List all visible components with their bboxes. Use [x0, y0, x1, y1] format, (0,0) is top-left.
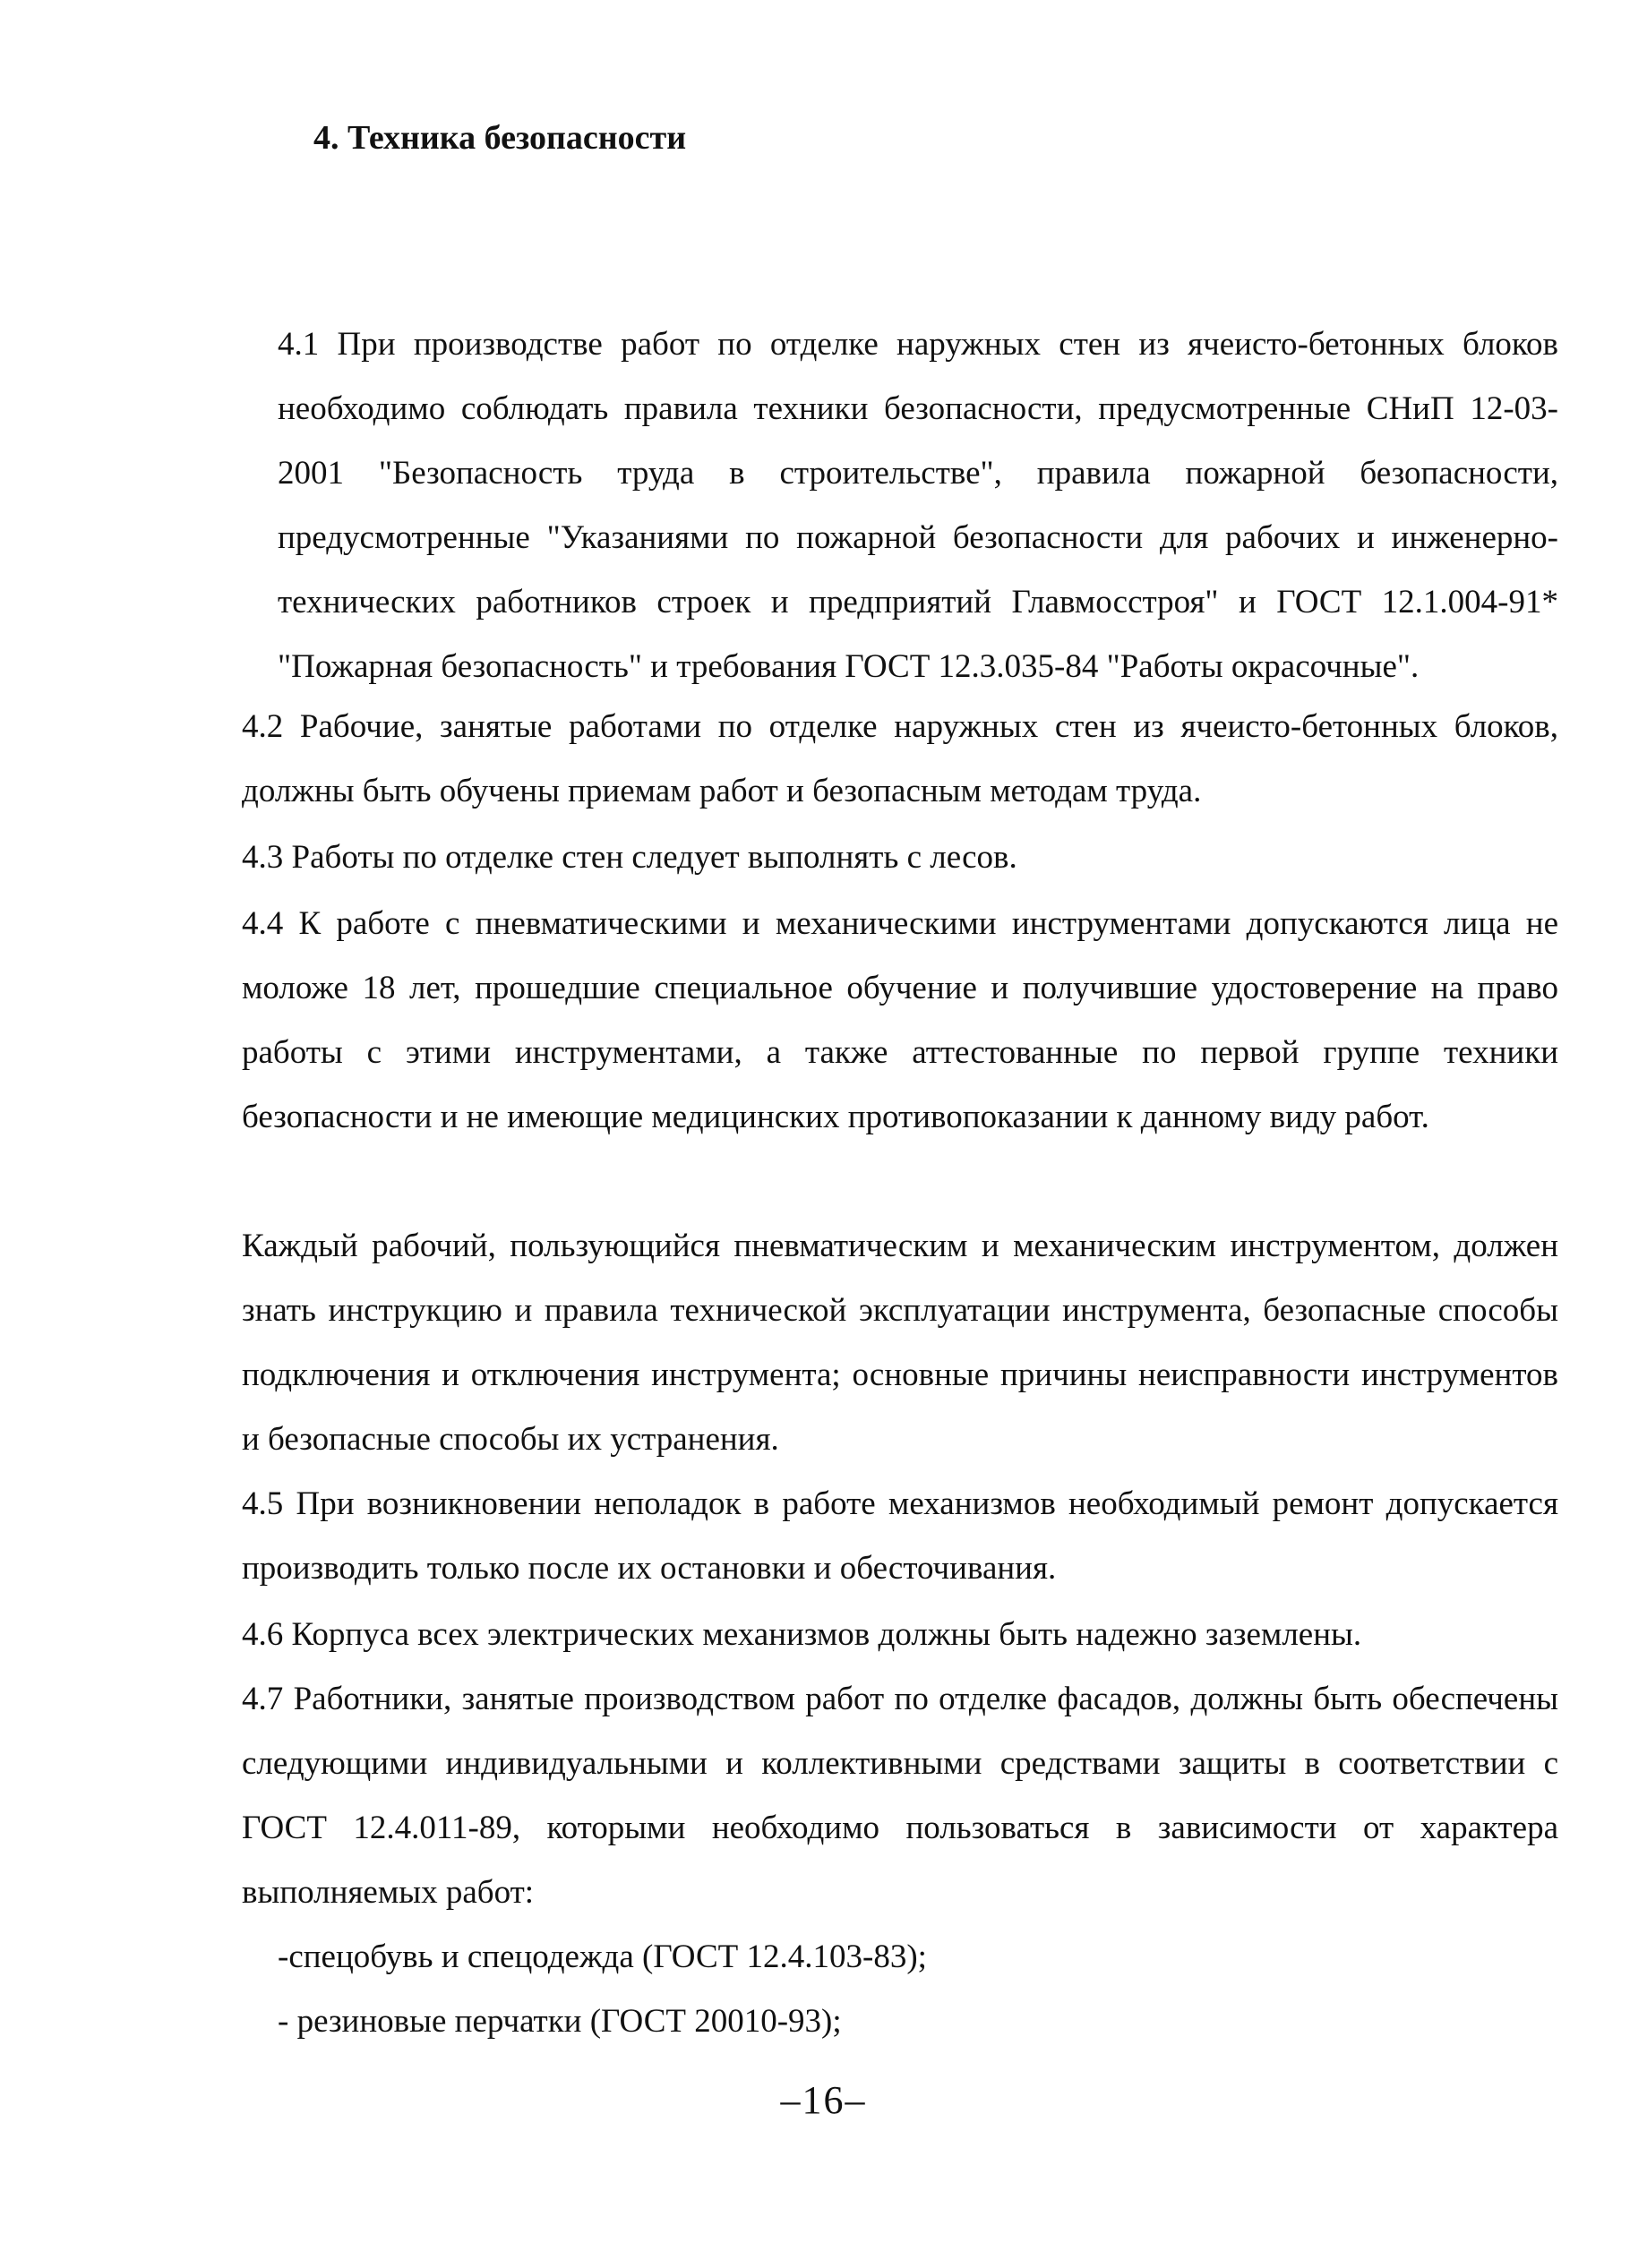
section-heading: 4. Техника безопасности: [313, 119, 687, 157]
paragraph-4-4-continued: Каждый рабочий, пользующийся пневматическим и механическим инструментом, должен знать инструкцию и правила технической эксплуатации инструмента, безопасные способы подключения и отключения инструмента; основные причины неисправности инструментов и безопасные способы их устранения.: [242, 1228, 1558, 1458]
list-item: -спецобувь и спецодежда (ГОСТ 12.4.103-83);: [278, 1938, 927, 1975]
list-item: - резиновые перчатки (ГОСТ 20010-93);: [278, 2003, 842, 2040]
paragraph-4-7: 4.7 Работники, занятые производством работ по отделке фасадов, должны быть обеспечены следующими индивидуальными и коллективными средствами защиты в соответствии с ГОСТ 12.4.011-89, которыми необходимо пользоваться в зависимости от характера выполняемых работ:: [242, 1681, 1558, 1911]
paragraph-4-1: 4.1 При производстве работ по отделке наружных стен из ячеисто-бетонных блоков необходимо соблюдать правила техники безопасности, предусмотренные СНиП 12-03-2001 "Безопасность труда в строительстве", правила пожарной безопасности, предусмотренные "Указаниями по пожарной безопасности для рабочих и инженерно-технических работников строек и предприятий Главмосстроя" и ГОСТ 12.1.004-91* "Пожарная безопасность" и требования ГОСТ 12.3.035-84 "Работы окрасочные".: [278, 326, 1558, 685]
page-number: –16–: [780, 2078, 867, 2122]
paragraph-4-5: 4.5 При возникновении неполадок в работе механизмов необходимый ремонт допускается производить только после их остановки и обесточивания.: [242, 1485, 1558, 1587]
paragraph-4-3: 4.3 Работы по отделке стен следует выполнять с лесов.: [242, 839, 1017, 876]
paragraph-4-2: 4.2 Рабочие, занятые работами по отделке наружных стен из ячеисто-бетонных блоков, должны быть обучены приемам работ и безопасным методам труда.: [242, 708, 1558, 809]
paragraph-4-4: 4.4 К работе с пневматическими и механическими инструментами допускаются лица не моложе 18 лет, прошедшие специальное обучение и получившие удостоверение на право работы с этими инструментами, а также аттестованные по первой группе техники безопасности и не имеющие медицинских противопоказании к данному виду работ.: [242, 905, 1558, 1135]
paragraph-4-6: 4.6 Корпуса всех электрических механизмов должны быть надежно заземлены.: [242, 1616, 1362, 1653]
